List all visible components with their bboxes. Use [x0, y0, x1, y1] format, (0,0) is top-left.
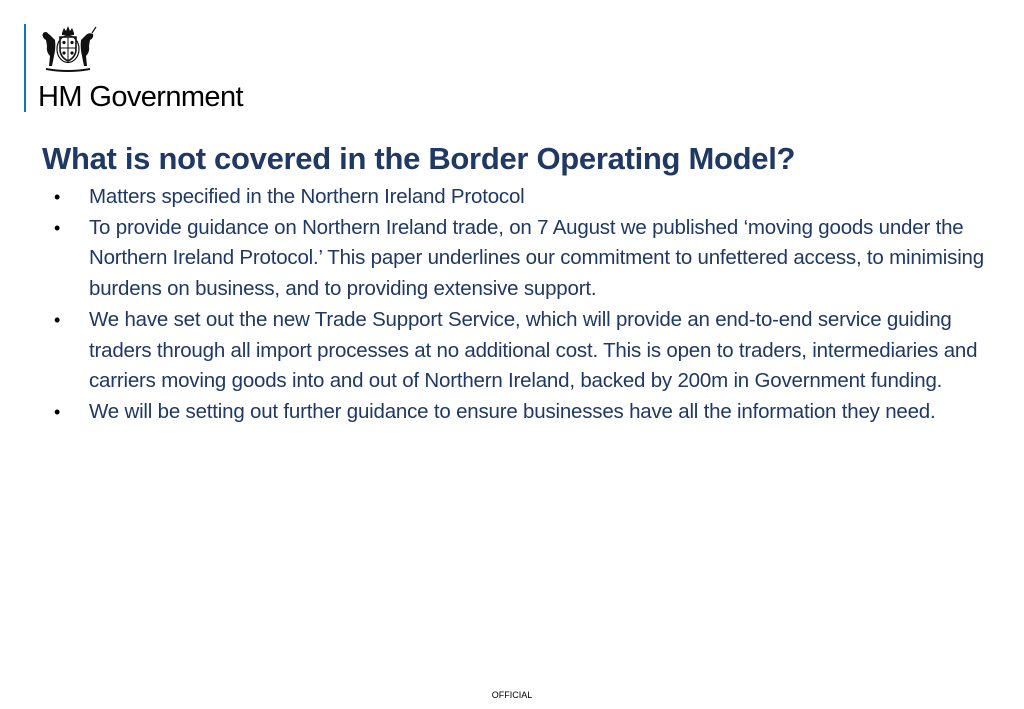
classification-footer: OFFICIAL [491, 690, 533, 700]
bullet-icon: • [54, 217, 61, 238]
bullet-icon: • [54, 309, 61, 330]
logo-rule [24, 24, 26, 112]
royal-coat-of-arms-icon [38, 24, 98, 74]
bullet-text: We will be setting out further guidance to ensure businesses have all the information they need. [89, 399, 936, 423]
bullet-icon: • [54, 187, 61, 207]
org-name: HM Government [38, 81, 243, 113]
bullet-text: To provide guidance on Northern Ireland trade, on 7 August we published ‘moving goods under the Northern Ireland Protocol.’ This paper underlines our commitment to unfettered access, to minimising burdens on business, and to providing extensive support. [89, 215, 984, 301]
bullet-list [52, 182, 1002, 428]
bullet-text: We have set out the new Trade Support Service, which will provide an end-to-end service guiding traders through all import processes at no additional cost. This is open to traders, intermediaries and carriers moving goods into and out of Northern Ireland, backed by 200m in Government funding. [89, 307, 978, 393]
bullet-item [52, 182, 1002, 213]
slide-title: What is not covered in the Border Operating Model? [42, 141, 796, 176]
bullet-item [52, 305, 1002, 397]
bullet-icon: • [54, 401, 61, 422]
bullet-item [52, 213, 1002, 305]
bullet-item [52, 397, 1002, 428]
bullet-text: Matters specified in the Northern Ireland Protocol [89, 185, 525, 208]
